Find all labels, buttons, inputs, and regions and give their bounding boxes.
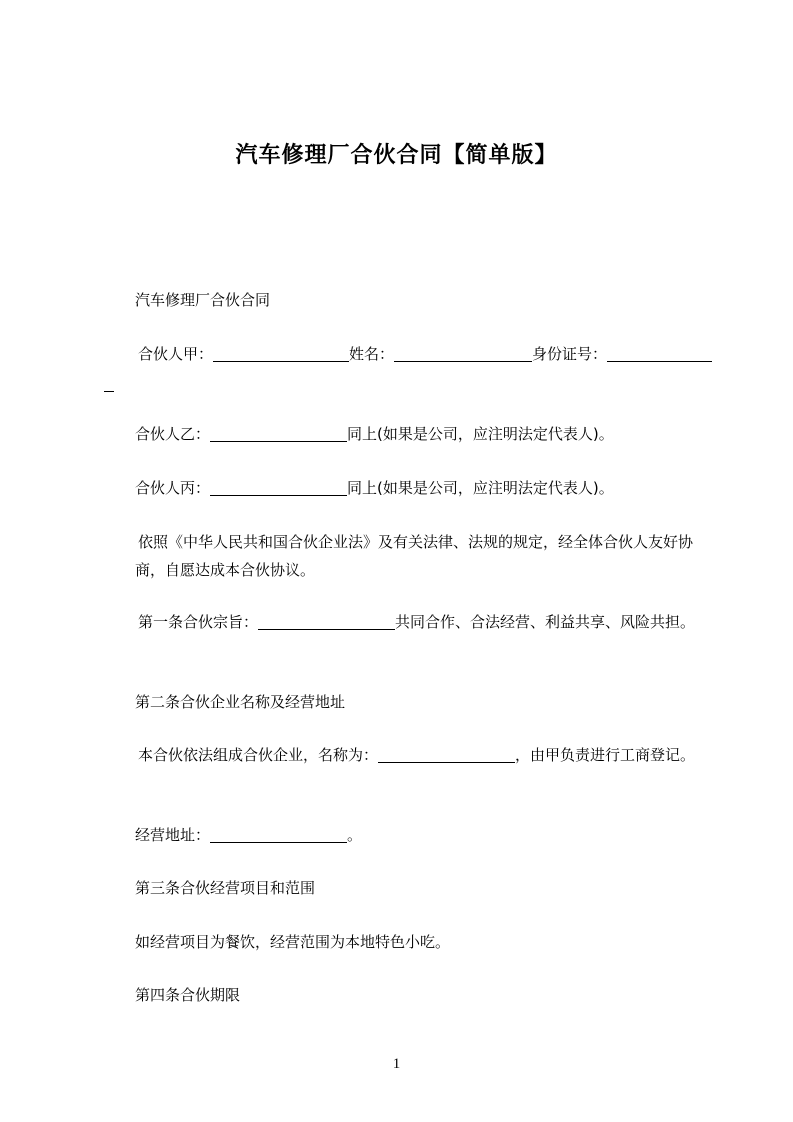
document-title: 汽车修理厂合伙合同【简单版】: [235, 143, 558, 168]
partner-b-line: [135, 420, 703, 448]
partner-a-id-blank[interactable]: [607, 344, 712, 362]
article2-name-blank[interactable]: [378, 745, 515, 763]
partner-c-suffix: 同上(如果是公司，应注明法定代表人)。: [347, 479, 614, 497]
article3-heading: 第三条合伙经营项目和范围: [135, 879, 316, 897]
partner-a-name-blank[interactable]: [394, 344, 532, 362]
partner-c-line: [135, 474, 703, 502]
partner-a-id-blank-wrap: [104, 370, 124, 398]
partner-a-line: [135, 340, 703, 368]
article4-heading: 第四条合伙期限: [135, 986, 241, 1004]
article2-address-prefix: 经营地址：: [135, 826, 211, 844]
article1-blank[interactable]: [258, 612, 395, 630]
partner-a-blank[interactable]: [213, 344, 349, 362]
partner-a-id-blank-continued[interactable]: [104, 374, 114, 392]
preamble-paragraph: 依照《中华人民共和国合伙企业法》及有关法律、法规的规定，经全体合伙人友好协商，自愿达成本合伙协议。: [135, 533, 694, 579]
partner-b-blank[interactable]: [210, 424, 347, 442]
article2-heading: 第二条合伙企业名称及经营地址: [135, 693, 346, 711]
article2-name-suffix: ，由甲负责进行工商登记。: [515, 746, 696, 764]
partner-c-label: 合伙人丙：: [135, 479, 211, 497]
partner-c-blank[interactable]: [210, 478, 347, 496]
partner-a-label: 合伙人甲：: [138, 345, 214, 363]
article2-name-prefix: 本合伙依法组成合伙企业，名称为：: [138, 746, 379, 764]
article2-address-blank[interactable]: [210, 825, 347, 843]
partner-b-suffix: 同上(如果是公司，应注明法定代表人)。: [347, 425, 614, 443]
partner-a-name-label: 姓名：: [349, 345, 395, 363]
article2-address-line: [135, 821, 703, 849]
partner-a-id-label: 身份证号：: [532, 345, 608, 363]
article1-suffix: 共同合作、合法经营、利益共享、风险共担。: [395, 613, 696, 631]
page-number: 1: [392, 1056, 401, 1072]
article3-body: 如经营项目为餐饮，经营范围为本地特色小吃。: [135, 933, 451, 951]
article1-prefix: 第一条合伙宗旨：: [138, 613, 259, 631]
article2-address-suffix: 。: [347, 826, 363, 844]
article2-name-paragraph: [135, 741, 703, 769]
article1-paragraph: [135, 608, 703, 636]
partner-b-label: 合伙人乙：: [135, 425, 211, 443]
contract-subtitle: 汽车修理厂合伙合同: [135, 291, 271, 309]
